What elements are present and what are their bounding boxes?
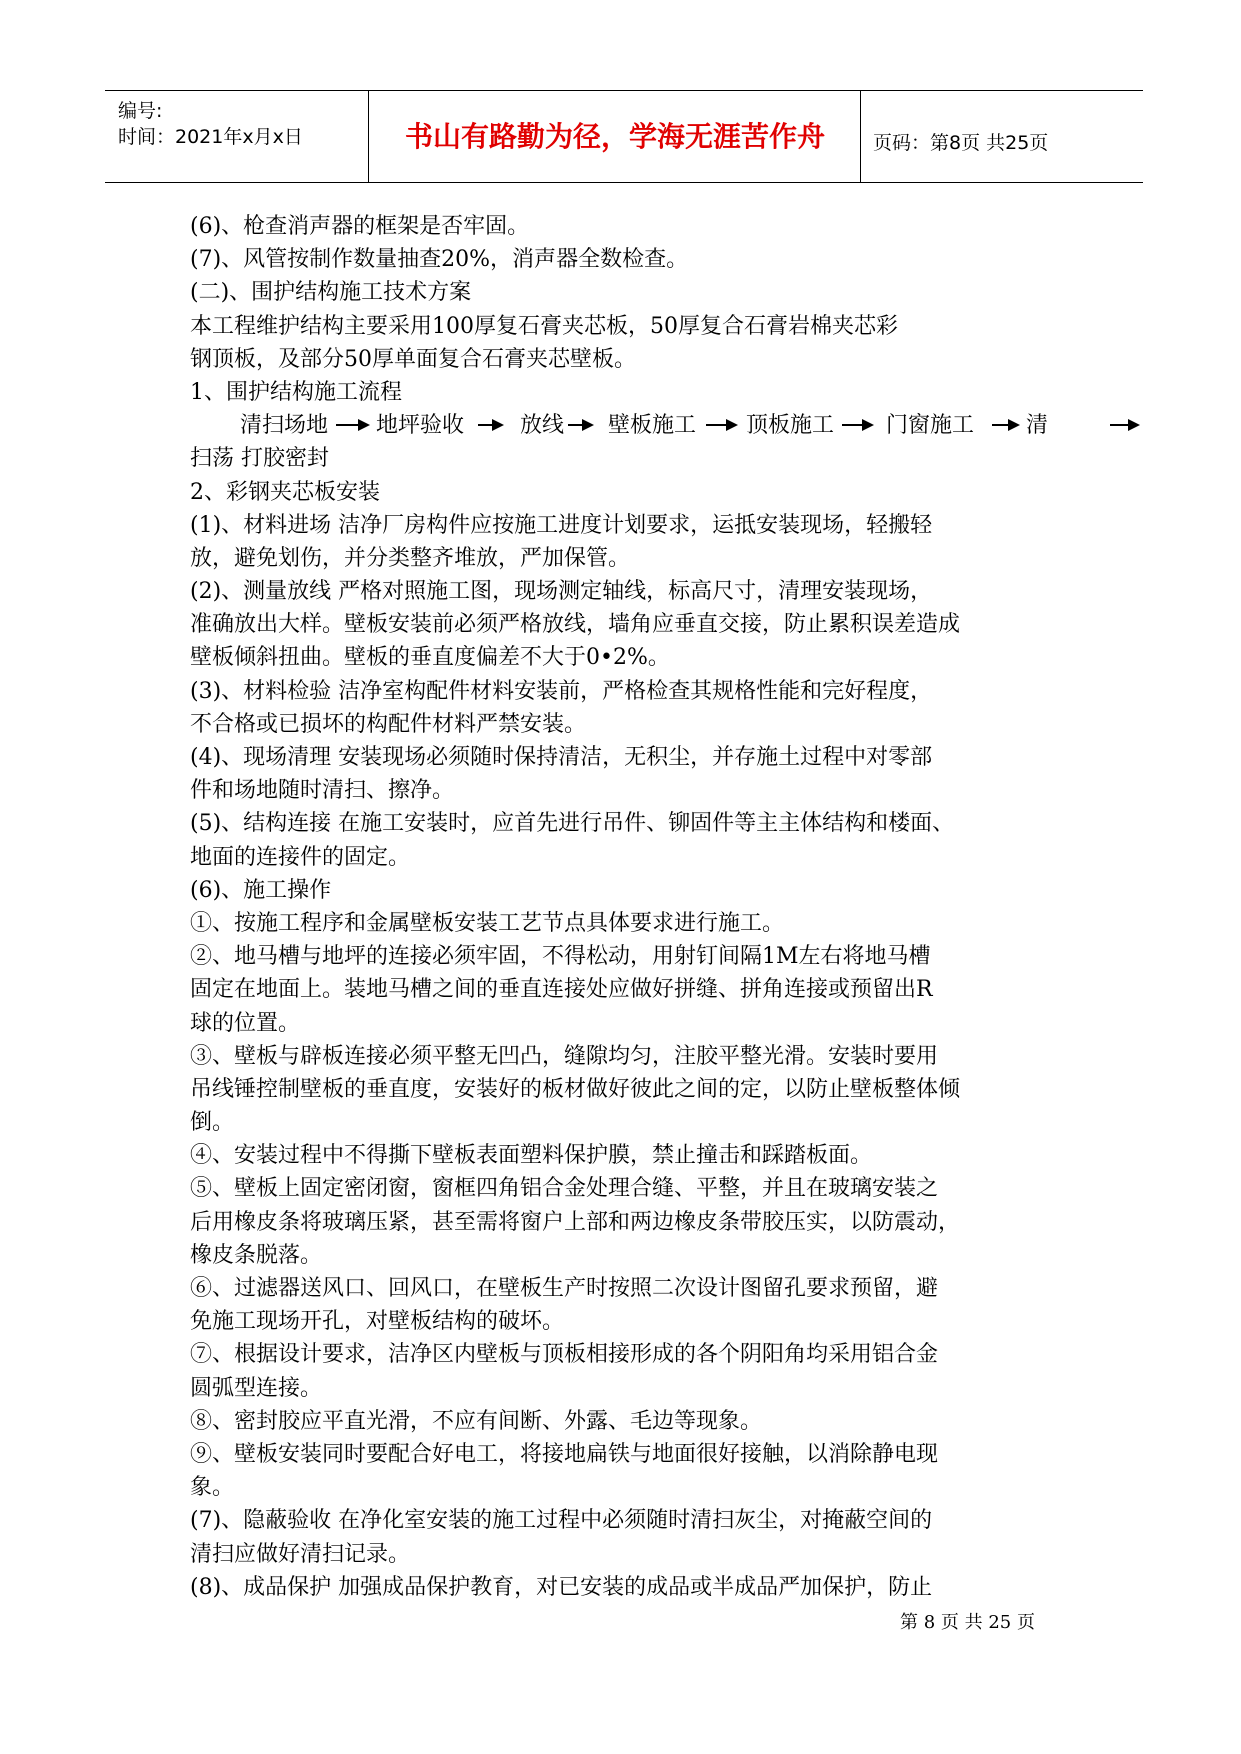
body-line: ②、地马槽与地坪的连接必须牢固，不得松动，用射钉间隔1M左右将地马槽	[190, 944, 931, 970]
body-line: 本工程维护结构主要采用100厚复石膏夹芯板，50厚复合石膏岩棉夹芯彩	[190, 313, 898, 339]
body-line: 球的位置。	[190, 1010, 301, 1036]
body-line: ⑦、根据设计要求，洁净区内壁板与顶板相接形成的各个阴阳角均采用铝合金	[190, 1342, 939, 1368]
header-page-indicator: 页码：第8页 共25页	[873, 132, 1049, 154]
header-divider-right	[860, 90, 861, 182]
body-line: (2)、测量放线 严格对照施工图，现场测定轴线，标高尺寸，清理安装现场，	[190, 579, 933, 605]
flow-arrow-icon	[992, 424, 1018, 426]
body-line: 橡皮条脱落。	[190, 1242, 323, 1268]
body-line: 地面的连接件的固定。	[190, 844, 411, 870]
body-line: 后用橡皮条将玻璃压紧，甚至需将窗户上部和两边橡皮条带胶压实，以防震动，	[190, 1209, 961, 1235]
body-line: (5)、结构连接 在施工安装时，应首先进行吊件、铆固件等主主体结构和楼面、	[190, 811, 955, 837]
body-line: ⑥、过滤器送风口、回风口，在壁板生产时按照二次设计图留孔要求预留，避	[190, 1276, 939, 1301]
flow-step: 地坪验收	[376, 413, 465, 439]
body-line: 圆弧型连接。	[190, 1375, 323, 1401]
header-top-rule	[105, 90, 1143, 91]
body-line: 吊线锤控制壁板的垂直度，安装好的板材做好彼此之间的定，以防止壁板整体倾	[190, 1076, 961, 1102]
document-number-label: 编号:	[118, 100, 163, 122]
flow-arrow-icon	[478, 424, 502, 426]
body-line: ⑧、密封胶应平直光滑，不应有间断、外露、毛边等现象。	[190, 1408, 763, 1434]
body-line: 1、围护结构施工流程	[190, 379, 402, 405]
body-line: 倒。	[190, 1110, 235, 1136]
flow-arrow-icon	[842, 424, 872, 426]
flow-continuation: 扫荡 打胶密封	[190, 446, 329, 472]
body-line: ④、安装过程中不得撕下壁板表面塑料保护膜，禁止撞击和踩踏板面。	[190, 1143, 873, 1169]
header-motto: 书山有路勤为径，学海无涯苦作舟	[404, 120, 825, 153]
flow-arrow-icon	[336, 424, 368, 426]
body-line: (4)、现场清理 安装现场必须随时保持清洁，无积尘，并存施土过程中对零部	[190, 745, 933, 770]
body-line: ⑤、壁板上固定密闭窗，窗框四角铝合金处理合缝、平整，并且在玻璃安装之	[190, 1176, 939, 1202]
header-bottom-rule	[105, 182, 1143, 183]
body-line: (7)、风管按制作数量抽查20%，消声器全数检查。	[190, 247, 689, 273]
flow-arrow-icon	[1110, 424, 1138, 426]
body-line: 2、彩钢夹芯板安装	[190, 479, 380, 505]
body-line: 不合格或已损坏的构配件材料严禁安装。	[190, 711, 587, 737]
flow-arrow-icon	[706, 424, 736, 426]
body-line: (8)、成品保护 加强成品保护教育，对已安装的成品或半成品严加保护，防止	[190, 1574, 933, 1600]
flow-step: 门窗施工	[886, 413, 975, 439]
process-flow	[190, 409, 1060, 442]
body-line: ⑨、壁板安装同时要配合好电工，将接地扁铁与地面很好接触，以消除静电现	[190, 1441, 939, 1467]
flow-step: 清扫场地	[240, 413, 329, 439]
body-line: 壁板倾斜扭曲。壁板的垂直度偏差不大于0•2%。	[190, 645, 670, 671]
body-line: (1)、材料进场 洁净厂房构件应按施工进度计划要求，运抵安装现场，轻搬轻	[190, 512, 933, 538]
body-line: ③、壁板与辟板连接必须平整无凹凸，缝隙均匀，注胶平整光滑。安装时要用	[190, 1043, 939, 1069]
body-line: 象。	[190, 1475, 235, 1501]
body-line: 放，避免划伤，并分类整齐堆放，严加保管。	[190, 545, 631, 571]
header-divider-left	[368, 90, 369, 182]
body-line: (6)、施工操作	[190, 877, 332, 903]
document-body	[190, 210, 1060, 1604]
body-line: (3)、材料检验 洁净室构配件材料安装前，严格检查其规格性能和完好程度，	[190, 678, 933, 704]
body-line: (6)、枪查消声器的框架是否牢固。	[190, 214, 530, 239]
flow-step: 顶板施工	[746, 413, 835, 439]
page-footer: 第 8 页 共 25 页	[900, 1612, 1035, 1633]
body-line: (二)、围护结构施工技术方案	[190, 280, 472, 306]
flow-step: 清	[1026, 413, 1049, 439]
body-line: 清扫应做好清扫记录。	[190, 1541, 411, 1567]
body-line: 免施工现场开孔，对壁板结构的破坏。	[190, 1309, 565, 1335]
body-line: 件和场地随时清扫、擦净。	[190, 778, 455, 804]
body-line: 钢顶板，及部分50厚单面复合石膏夹芯壁板。	[190, 346, 636, 372]
document-time-label: 时间：2021年x月x日	[118, 126, 303, 148]
body-line: 固定在地面上。装地马槽之间的垂直连接处应做好拼缝、拼角连接或预留出R	[190, 977, 933, 1003]
flow-step: 壁板施工	[608, 413, 697, 439]
body-line: ①、按施工程序和金属壁板安装工艺节点具体要求进行施工。	[190, 910, 785, 936]
body-line: 准确放出大样。壁板安装前必须严格放线，墙角应垂直交接，防止累积误差造成	[190, 612, 961, 638]
flow-arrow-icon	[568, 424, 592, 426]
flow-step: 放线	[520, 413, 565, 439]
body-line: (7)、隐蔽验收 在净化室安装的施工过程中必须随时清扫灰尘，对掩蔽空间的	[190, 1508, 933, 1534]
